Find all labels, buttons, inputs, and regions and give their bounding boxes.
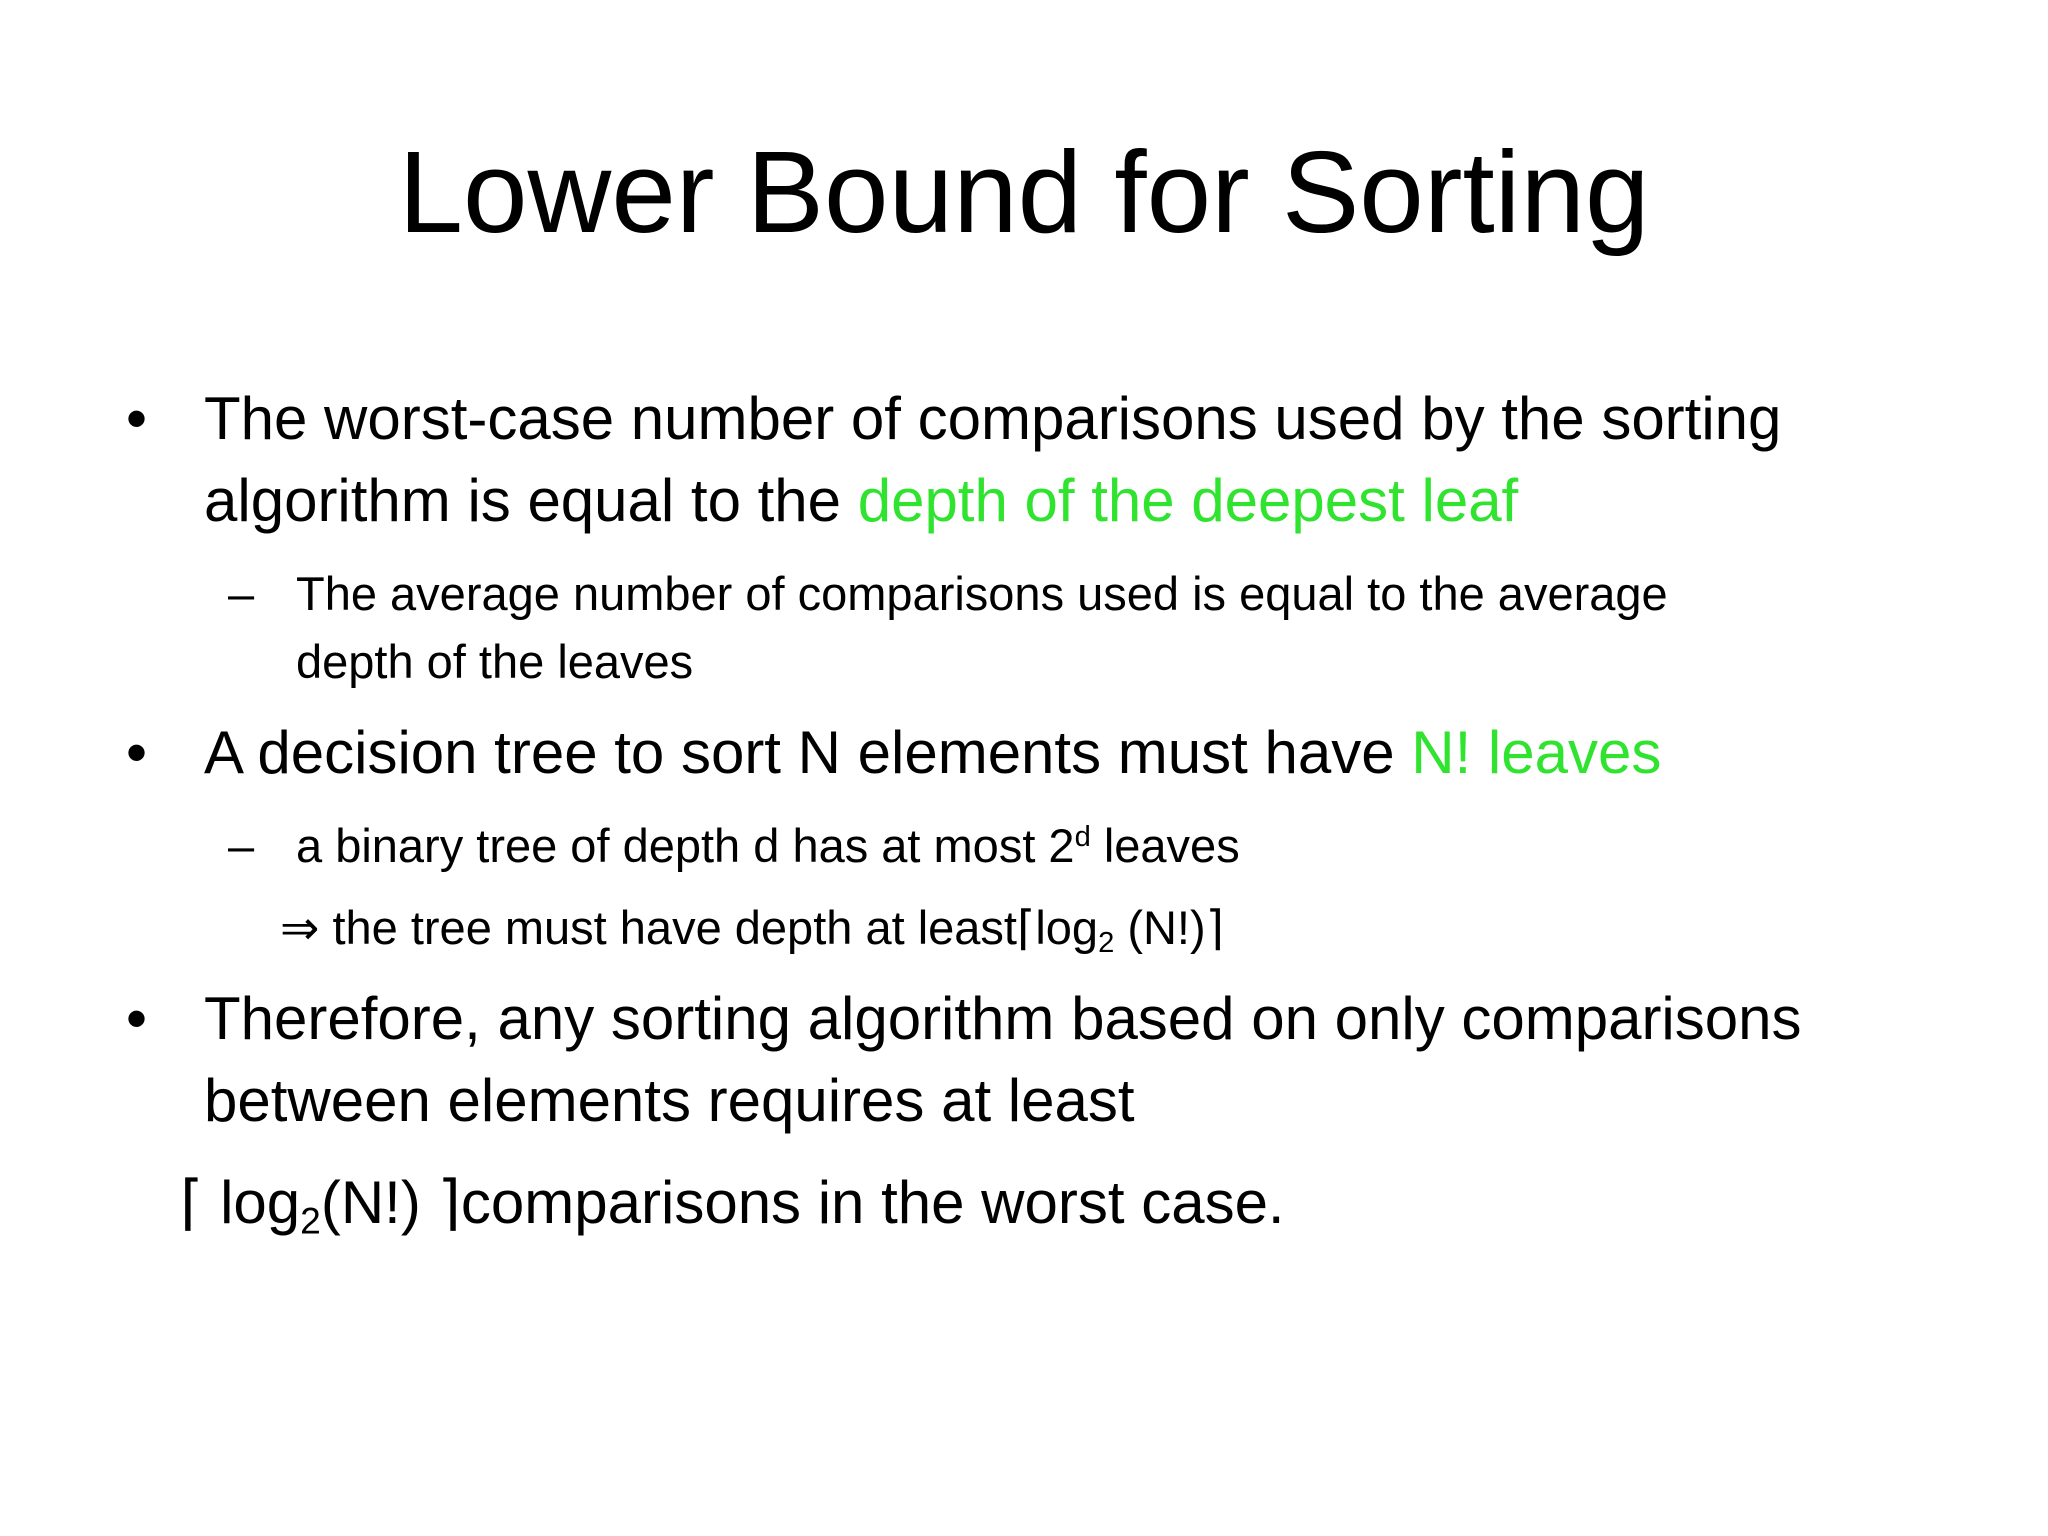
bullet-2-line (204, 712, 1661, 794)
log-argument: (N!) (1114, 901, 1206, 954)
sub-bullet-1-line-1: The average number of comparisons used is equal to the average (296, 567, 1668, 620)
bullet-3-line-1: Therefore, any sorting algorithm based on only comparisons (204, 985, 1802, 1052)
bullet-2-text: A decision tree to sort N elements must have (204, 719, 1412, 786)
ceiling-right-icon: ⌉ (437, 1168, 461, 1238)
sub-bullet-1-line-2: depth of the leaves (296, 635, 694, 688)
ceiling-left-icon: ⌈ (1016, 901, 1036, 956)
sub-bullet-2-text: a binary tree of depth d has at most 2 (296, 819, 1075, 872)
sub-bullet-marker: – (228, 819, 255, 872)
exponent-d: d (1074, 820, 1091, 853)
bullet-marker: • (126, 985, 148, 1052)
sub-bullet-2-suffix: leaves (1090, 819, 1240, 872)
bullet-1-line-1: The worst-case number of comparisons used by the sorting (204, 385, 1782, 452)
sub-bullet-marker: – (228, 567, 255, 620)
log-text: log (1035, 901, 1099, 954)
sub-bullet-2-line (296, 812, 1240, 880)
bullet-3-suffix: comparisons in the worst case. (460, 1169, 1285, 1236)
bullet-3-line-3 (180, 1162, 1285, 1244)
bullet-marker: • (126, 719, 148, 786)
implies-arrow-icon: ⇒ (280, 901, 320, 954)
ceiling-right-icon: ⌉ (1205, 901, 1224, 956)
bullet-marker: • (126, 385, 148, 452)
implication-line (280, 894, 1224, 963)
bullet-1-highlight: depth of the deepest leaf (857, 467, 1519, 534)
implication-text: the tree must have depth at least (319, 901, 1017, 954)
bullet-2-highlight: N! leaves (1411, 719, 1662, 786)
log-base: 2 (300, 1199, 321, 1242)
bullet-3-line-2: between elements requires at least (204, 1067, 1135, 1134)
log-base: 2 (1098, 927, 1115, 960)
ceiling-left-icon: ⌈ (180, 1168, 204, 1238)
bullet-1-text: algorithm is equal to the (204, 467, 858, 534)
log-argument: (N!) (320, 1169, 438, 1236)
log-text: log (203, 1169, 301, 1236)
slide-title: Lower Bound for Sorting (398, 127, 1650, 257)
bullet-1-line-2 (204, 460, 1518, 542)
